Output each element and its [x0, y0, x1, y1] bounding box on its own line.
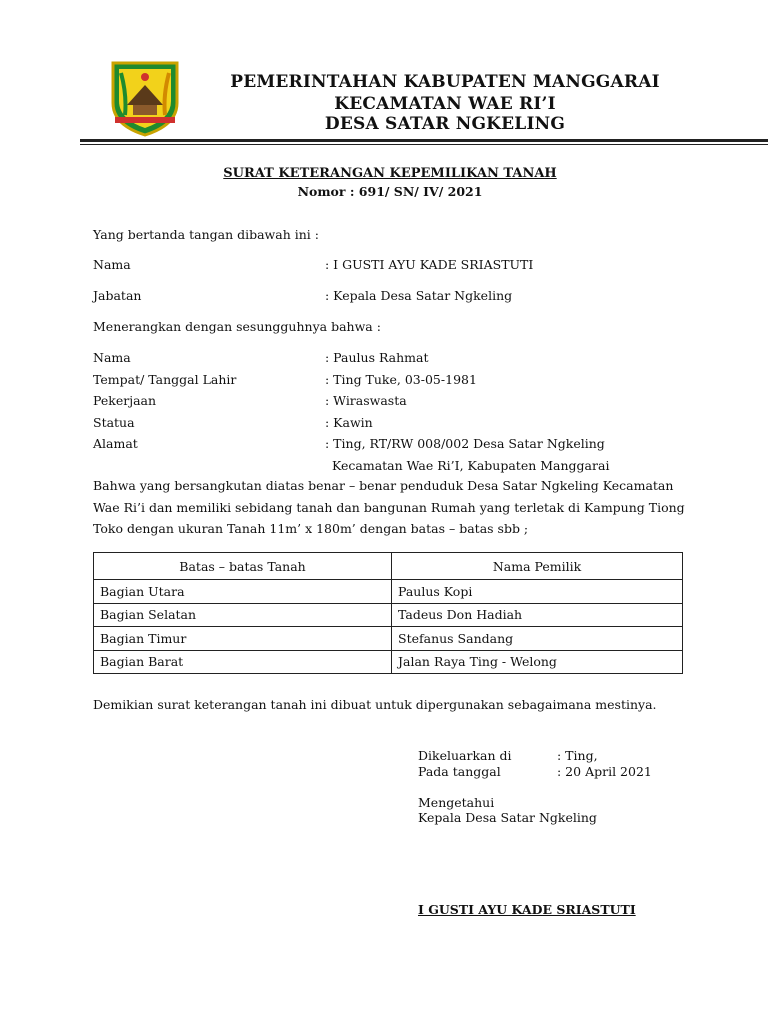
signer-position-label: Jabatan [93, 288, 142, 303]
table-header-boundary: Batas – batas Tanah [94, 553, 392, 580]
table-cell-boundary: Bagian Timur [94, 627, 392, 651]
closing-text: Demikian surat keterangan tanah ini dibuat untuk dipergunakan sebagaimana mestinya. [93, 697, 657, 712]
subject-status-label: Statua [93, 415, 135, 430]
declaration-text: Menerangkan dengan sesungguhnya bahwa : [93, 319, 381, 334]
subject-address-value-line2: Kecamatan Wae Ri’I, Kabupaten Manggarai [332, 458, 610, 473]
subject-status-value: : Kawin [325, 415, 373, 430]
acknowledge-line-2: Kepala Desa Satar Ngkeling [418, 810, 597, 825]
table-cell-owner: Tadeus Don Hadiah [392, 603, 683, 627]
regency-emblem-logo [105, 55, 185, 137]
subject-job-value: : Wiraswasta [325, 393, 407, 408]
issue-place-value: : Ting, [557, 748, 598, 763]
subject-name-value: : Paulus Rahmat [325, 350, 429, 365]
header-village: DESA SATAR NGKELING [324, 114, 566, 134]
table-row [94, 650, 683, 674]
table-cell-owner: Jalan Raya Ting - Welong [392, 650, 683, 674]
table-row [94, 627, 683, 651]
subject-birth-label: Tempat/ Tanggal Lahir [93, 372, 237, 387]
subject-address-value: : Ting, RT/RW 008/002 Desa Satar Ngkeling [325, 436, 605, 451]
header-rule-thick [80, 139, 768, 142]
signer-name-label: Nama [93, 257, 131, 272]
header-rule-thin [80, 144, 768, 145]
header-district: KECAMATAN WAE RI’I [334, 94, 556, 114]
acknowledge-line-1: Mengetahui [418, 795, 495, 810]
table-cell-owner: Paulus Kopi [392, 580, 683, 604]
subject-address-label: Alamat [93, 436, 138, 451]
signatory-name: I GUSTI AYU KADE SRIASTUTI [418, 902, 636, 917]
subject-birth-value: : Ting Tuke, 03-05-1981 [325, 372, 477, 387]
header-government: PEMERINTAHAN KABUPATEN MANGGARAI [230, 72, 660, 92]
body-line-3: Toko dengan ukuran Tanah 11m’ x 180m’ dengan batas – batas sbb ; [93, 521, 529, 536]
body-line-1: Bahwa yang bersangkutan diatas benar – benar penduduk Desa Satar Ngkeling Kecamatan [93, 478, 674, 493]
issue-date-value: : 20 April 2021 [557, 764, 652, 779]
table-cell-boundary: Bagian Barat [94, 650, 392, 674]
intro-text: Yang bertanda tangan dibawah ini : [93, 227, 319, 242]
table-header-row [94, 553, 683, 580]
issue-place-label: Dikeluarkan di [418, 748, 512, 763]
signer-position-value: : Kepala Desa Satar Ngkeling [325, 288, 513, 303]
table-cell-owner: Stefanus Sandang [392, 627, 683, 651]
boundary-table [93, 552, 683, 674]
issue-date-label: Pada tanggal [418, 764, 501, 779]
table-row [94, 580, 683, 604]
signer-name-value: : I GUSTI AYU KADE SRIASTUTI [325, 257, 534, 272]
subject-name-label: Nama [93, 350, 131, 365]
document-title: SURAT KETERANGAN KEPEMILIKAN TANAH [223, 166, 557, 181]
document-number: Nomor : 691/ SN/ IV/ 2021 [297, 184, 483, 199]
body-line-2: Wae Ri’i dan memiliki sebidang tanah dan bangunan Rumah yang terletak di Kampung Tiong [93, 500, 685, 515]
table-cell-boundary: Bagian Selatan [94, 603, 392, 627]
table-cell-boundary: Bagian Utara [94, 580, 392, 604]
table-header-owner: Nama Pemilik [392, 553, 683, 580]
subject-job-label: Pekerjaan [93, 393, 157, 408]
table-row [94, 603, 683, 627]
